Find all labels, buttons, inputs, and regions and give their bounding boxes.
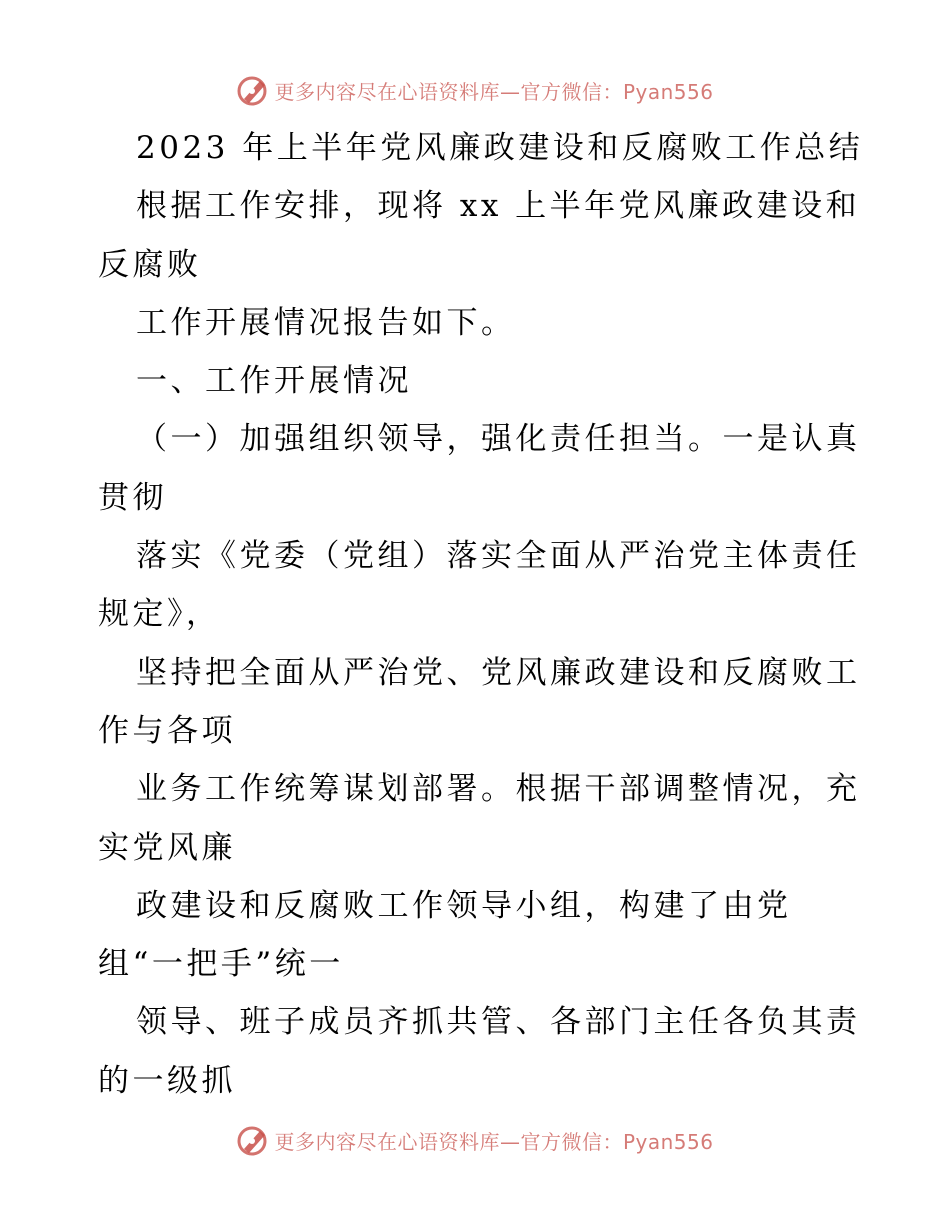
watermark-banner-top bbox=[0, 70, 950, 110]
doc-line: 组“一把手”统一 bbox=[98, 946, 344, 983]
doc-line: 反腐败 bbox=[98, 246, 202, 283]
watermark-banner-bottom bbox=[0, 1120, 950, 1160]
document-body bbox=[98, 124, 864, 1115]
doc-line: 工作开展情况报告如下。 bbox=[136, 304, 516, 341]
doc-line: 落实《党委（党组）落实全面从严治党主体责任 bbox=[136, 538, 861, 575]
doc-line: 根据工作安排，现将 xx 上半年党风廉政建设和 bbox=[136, 188, 861, 225]
watermark-text: 更多内容尽在心语资料库—官方微信：Pyan556 bbox=[274, 1129, 714, 1154]
doc-line: 坚持把全面从严治党、党风廉政建设和反腐败工 bbox=[136, 654, 861, 691]
doc-line: （一）加强组织领导，强化责任担当。一是认真 bbox=[136, 421, 861, 458]
doc-line: 贯彻 bbox=[98, 479, 167, 516]
doc-title: 2023 年上半年党风廉政建设和反腐败工作总结 bbox=[136, 130, 864, 166]
doc-line: 的一级抓 bbox=[98, 1062, 236, 1099]
pen-logo-icon bbox=[236, 73, 270, 107]
section-heading: 一、工作开展情况 bbox=[136, 363, 412, 400]
doc-line: 规定》， bbox=[98, 596, 221, 633]
pen-logo-icon bbox=[236, 1123, 270, 1157]
doc-line: 实党风廉 bbox=[98, 829, 236, 866]
doc-line: 领导、班子成员齐抓共管、各部门主任各负其责 bbox=[136, 1004, 861, 1041]
doc-line: 政建设和反腐败工作领导小组，构建了由党 bbox=[136, 887, 792, 924]
watermark-text: 更多内容尽在心语资料库—官方微信：Pyan556 bbox=[274, 79, 714, 104]
doc-line: 业务工作统筹谋划部署。根据干部调整情况，充 bbox=[136, 771, 861, 808]
doc-line: 作与各项 bbox=[98, 712, 236, 749]
